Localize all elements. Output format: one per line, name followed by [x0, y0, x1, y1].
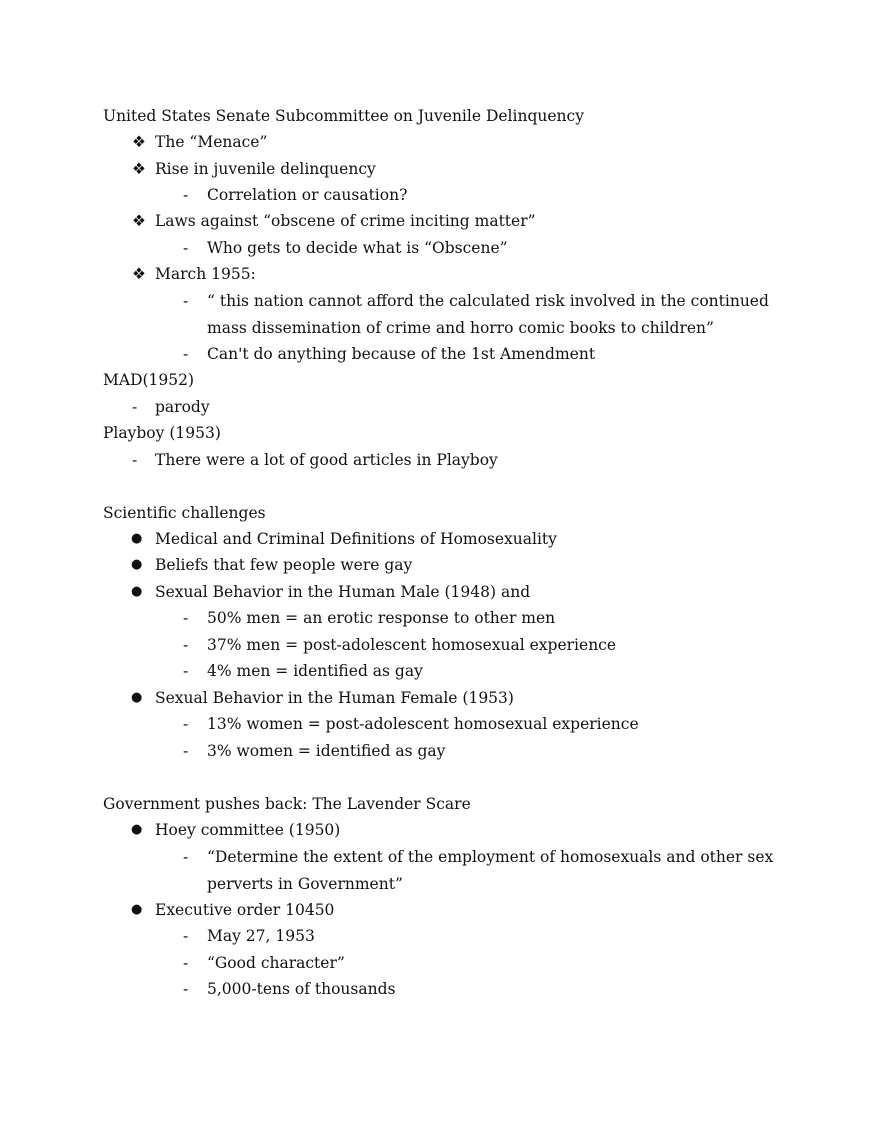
- list-item-parody: parody: [155, 398, 210, 416]
- sub-item-quote-calculated-risk: “ this nation cannot afford the calculated risk involved in the continued mass dissemination of crime and horro comic books to children”: [207, 292, 769, 337]
- section-heading-lavender-scare: Government pushes back: The Lavender Scare: [103, 795, 471, 813]
- section-heading-playboy: Playboy (1953): [103, 424, 221, 442]
- sub-item-4-percent-men: 4% men = identified as gay: [207, 662, 423, 680]
- dash-bullet-icon: -: [183, 662, 189, 680]
- list-item-kinsey-female: Sexual Behavior in the Human Female (1953): [155, 689, 514, 707]
- dash-bullet-icon: -: [183, 186, 189, 204]
- dash-bullet-icon: -: [183, 715, 189, 733]
- list-item-march-1955: March 1955:: [155, 265, 256, 283]
- sub-item-tens-of-thousands: 5,000-tens of thousands: [207, 980, 396, 998]
- list-item-executive-order: Executive order 10450: [155, 901, 335, 919]
- sub-item-date: May 27, 1953: [207, 927, 315, 945]
- list-item-menace: The “Menace”: [155, 133, 268, 151]
- section-heading-scientific-challenges: Scientific challenges: [103, 504, 266, 522]
- sub-item-3-percent-women: 3% women = identified as gay: [207, 742, 446, 760]
- list-item-rise-delinquency: Rise in juvenile delinquency: [155, 160, 376, 178]
- round-bullet-icon: ●: [131, 690, 143, 705]
- round-bullet-icon: ●: [131, 584, 143, 599]
- round-bullet-icon: ●: [131, 531, 143, 546]
- list-item-medical-criminal-definitions: Medical and Criminal Definitions of Homosexuality: [155, 530, 557, 548]
- list-item-hoey-committee: Hoey committee (1950): [155, 821, 341, 839]
- dash-bullet-icon: -: [183, 927, 189, 945]
- diamond-bullet-icon: ❖: [132, 265, 146, 283]
- round-bullet-icon: ●: [131, 557, 143, 572]
- dash-bullet-icon: -: [183, 636, 189, 654]
- list-item-beliefs-few-gay: Beliefs that few people were gay: [155, 556, 413, 574]
- dash-bullet-icon: -: [132, 451, 138, 469]
- diamond-bullet-icon: ❖: [132, 212, 146, 230]
- sub-item-good-character: “Good character”: [207, 954, 345, 972]
- dash-bullet-icon: -: [132, 398, 138, 416]
- list-item-playboy-articles: There were a lot of good articles in Playboy: [155, 451, 498, 469]
- dash-bullet-icon: -: [183, 609, 189, 627]
- round-bullet-icon: ●: [131, 822, 143, 837]
- dash-bullet-icon: -: [183, 239, 189, 257]
- list-item-kinsey-male: Sexual Behavior in the Human Male (1948) and: [155, 583, 531, 601]
- sub-item-13-percent-women: 13% women = post-adolescent homosexual experience: [207, 715, 639, 733]
- sub-item-hoey-quote: “Determine the extent of the employment of homosexuals and other sex perverts in Government”: [207, 848, 774, 893]
- round-bullet-icon: ●: [131, 902, 143, 917]
- dash-bullet-icon: -: [183, 848, 189, 866]
- sub-item-50-percent-men: 50% men = an erotic response to other men: [207, 609, 556, 627]
- dash-bullet-icon: -: [183, 292, 189, 310]
- section-heading-senate-subcommittee: United States Senate Subcommittee on Juvenile Delinquency: [103, 107, 584, 125]
- sub-item-first-amendment: Can't do anything because of the 1st Amendment: [207, 345, 596, 363]
- sub-item-who-decides: Who gets to decide what is “Obscene”: [207, 239, 508, 257]
- diamond-bullet-icon: ❖: [132, 160, 146, 178]
- dash-bullet-icon: -: [183, 980, 189, 998]
- section-heading-mad: MAD(1952): [103, 371, 195, 389]
- dash-bullet-icon: -: [183, 345, 189, 363]
- sub-item-correlation: Correlation or causation?: [207, 186, 408, 204]
- sub-item-37-percent-men: 37% men = post-adolescent homosexual experience: [207, 636, 617, 654]
- diamond-bullet-icon: ❖: [132, 133, 146, 151]
- dash-bullet-icon: -: [183, 954, 189, 972]
- list-item-laws-against-obscene: Laws against “obscene of crime inciting matter”: [155, 212, 536, 230]
- dash-bullet-icon: -: [183, 742, 189, 760]
